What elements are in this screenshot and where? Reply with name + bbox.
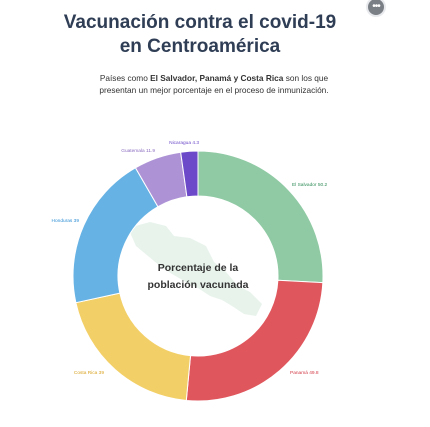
chart-title-line2: en Centroamérica [119, 36, 281, 57]
data-label-guatemala: Guatemala 11.9 [121, 149, 155, 154]
more-options-icon: ••• [372, 1, 380, 12]
data-label-panama: Panamá 49.8 [290, 371, 319, 376]
data-label-honduras: Honduras 39 [51, 219, 79, 224]
center-label-line2: población vacunada [147, 279, 249, 291]
subtitle-text-mid: son los que [283, 73, 329, 83]
center-label-line1: Porcentaje de la [157, 262, 239, 274]
data-label-el-salvador: El Salvador 50.2 [292, 183, 328, 188]
subtitle-text-pre: Países como [99, 73, 151, 83]
subtitle-line2: presentan un mejor porcentaje en el proceso de inmunización. [99, 85, 329, 95]
subtitle-highlight-countries: El Salvador, Panamá y Costa Rica [150, 73, 284, 83]
data-label-nicaragua: Nicaragua 4.3 [169, 141, 199, 146]
data-label-costa-rica: Costa Rica 39 [73, 371, 104, 376]
donut-slice-costa-rica[interactable] [73, 293, 191, 400]
chart-title-line1: Vacunación contra el covid-19 [63, 12, 337, 33]
